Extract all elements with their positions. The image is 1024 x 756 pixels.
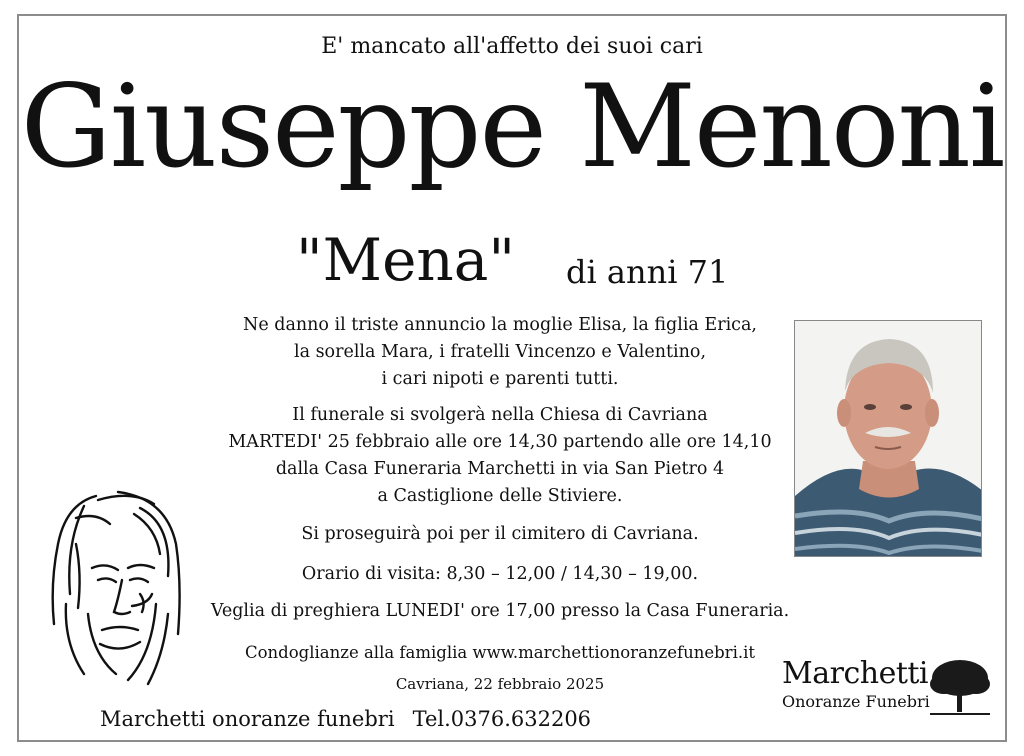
funeral-line: Il funerale si svolgerà nella Chiesa di Cavriana: [292, 405, 708, 425]
deceased-name: Giuseppe Menoni: [20, 60, 1004, 193]
funeral-line: a Castiglione delle Stiviere.: [377, 486, 623, 506]
nickname: "Mena": [296, 226, 516, 294]
portrait-image: [795, 321, 982, 557]
announcement-line: Ne danno il triste annuncio la moglie Elisa, la figlia Erica,: [243, 315, 757, 335]
vigil-text: Veglia di preghiera LUNEDI' ore 17,00 presso la Casa Funeraria.: [210, 601, 790, 621]
announcement-line: i cari nipoti e parenti tutti.: [381, 369, 619, 389]
logo-brand: Marchetti: [782, 656, 929, 691]
continuation-text: Si proseguirà poi per il cimitero di Cavriana.: [301, 524, 699, 544]
announcement-line: la sorella Mara, i fratelli Vincenzo e Valentino,: [293, 342, 707, 362]
funeral-line: dalla Casa Funeraria Marchetti in via San Pietro 4: [275, 459, 725, 479]
age-text: di anni 71: [566, 253, 729, 291]
face-sketch: [36, 484, 196, 694]
funeral-line: MARTEDI' 25 febbraio alle ore 14,30 partendo alle ore 14,10: [228, 432, 772, 452]
place-date: Cavriana, 22 febbraio 2025: [395, 675, 605, 693]
portrait-photo: [794, 320, 982, 557]
funeral-block: [150, 402, 850, 510]
condolences-text: Condoglianze alla famiglia www.marchettionoranzefunebri.it: [244, 643, 755, 662]
visiting-hours: Orario di visita: 8,30 – 12,00 / 14,30 – 19,00.: [301, 564, 699, 584]
tree-icon: [926, 656, 992, 718]
footer-phone: Tel.0376.632206: [412, 707, 592, 731]
marchetti-logo: [780, 656, 994, 718]
intro-text: E' mancato all'affetto dei suoi cari: [321, 34, 703, 59]
announcement-block: [150, 312, 850, 393]
footer: [100, 707, 591, 731]
sketch-drawing: [36, 484, 196, 694]
footer-company: Marchetti onoranze funebri: [100, 707, 395, 731]
logo-subtitle: Onoranze Funebri: [782, 692, 930, 711]
